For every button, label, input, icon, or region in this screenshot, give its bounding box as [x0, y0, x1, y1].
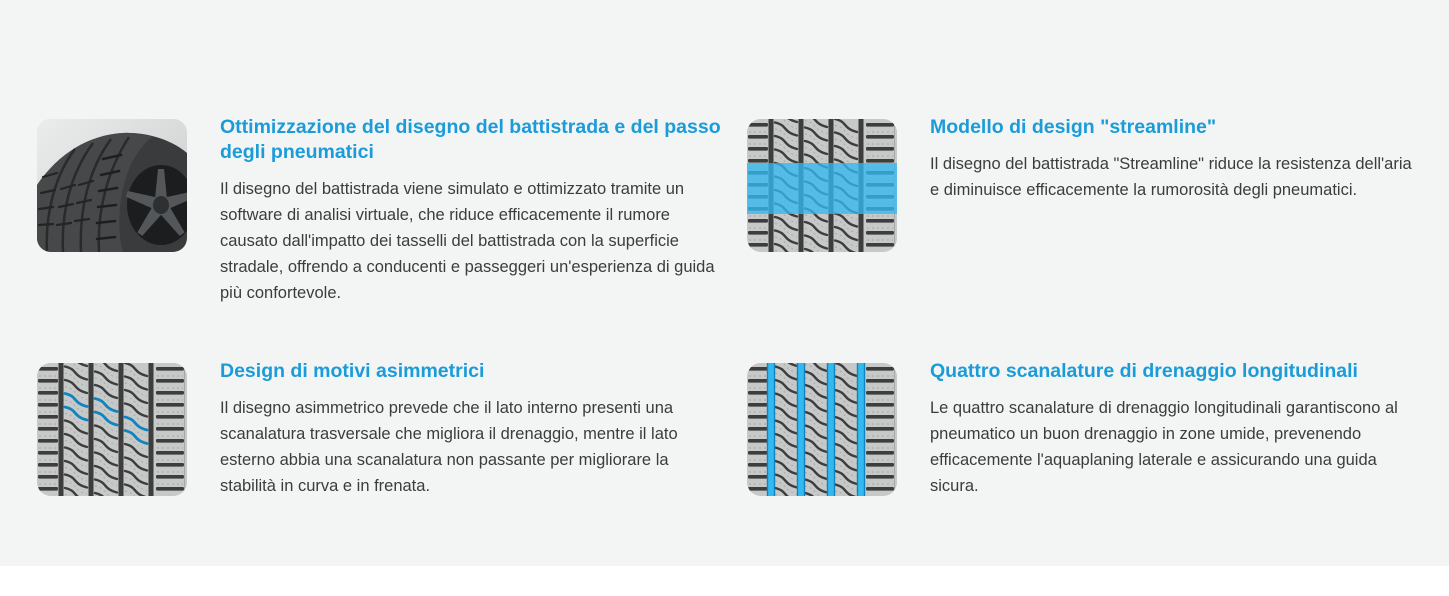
feature-body: Il disegno del battistrada "Streamline" riduce la resistenza dell'aria e diminuisce efficacemente la rumorosità degli pneumatici.: [930, 155, 1412, 199]
feature-body: Il disegno asimmetrico prevede che il lato interno presenti una scanalatura trasversale che migliora il drenaggio, mentre il lato esterno abbia una scanalatura non passante per migliorare la stabilità in curva e in frenata.: [220, 399, 678, 495]
feature-body: Il disegno del battistrada viene simulato e ottimizzato tramite un software di analisi virtuale, che riduce efficacemente il rumore causato dall'impatto dei tasselli del battistrada con la superficie stradale, offrendo a conducenti e passeggeri un'esperienza di guida più confortevole.: [220, 180, 715, 302]
feature-title: Quattro scanalature di drenaggio longitudinali: [930, 360, 1358, 382]
feature-title: Ottimizzazione del disegno del battistrada e del passo degli pneumatici: [220, 116, 721, 163]
tread-pattern-grooves-illustration: [747, 363, 897, 496]
tread-pattern-streamline-illustration: [747, 119, 897, 252]
tire-photo-image: [37, 119, 187, 252]
feature-card-drainage-grooves: [747, 360, 1408, 499]
feature-card-asymmetric-pattern: [37, 360, 725, 499]
tread-pattern-streamline-band-image: [747, 119, 897, 252]
feature-title: Design di motivi asimmetrici: [220, 360, 485, 382]
tire-photo-illustration: [37, 119, 187, 252]
feature-body: Le quattro scanalature di drenaggio longitudinali garantiscono al pneumatico un buon drenaggio in zone umide, prevenendo efficacemente l'aquaplaning laterale e assicurando una guida sicura.: [930, 399, 1398, 495]
tread-pattern-asymmetric-sipes-image: [37, 363, 187, 496]
feature-card-streamline-design: [747, 116, 1422, 252]
feature-title: Modello di design "streamline": [930, 116, 1217, 138]
feature-card-tread-optimization: [37, 116, 725, 306]
tread-pattern-asymmetric-illustration: [37, 363, 187, 496]
tread-pattern-longitudinal-grooves-image: [747, 363, 897, 496]
